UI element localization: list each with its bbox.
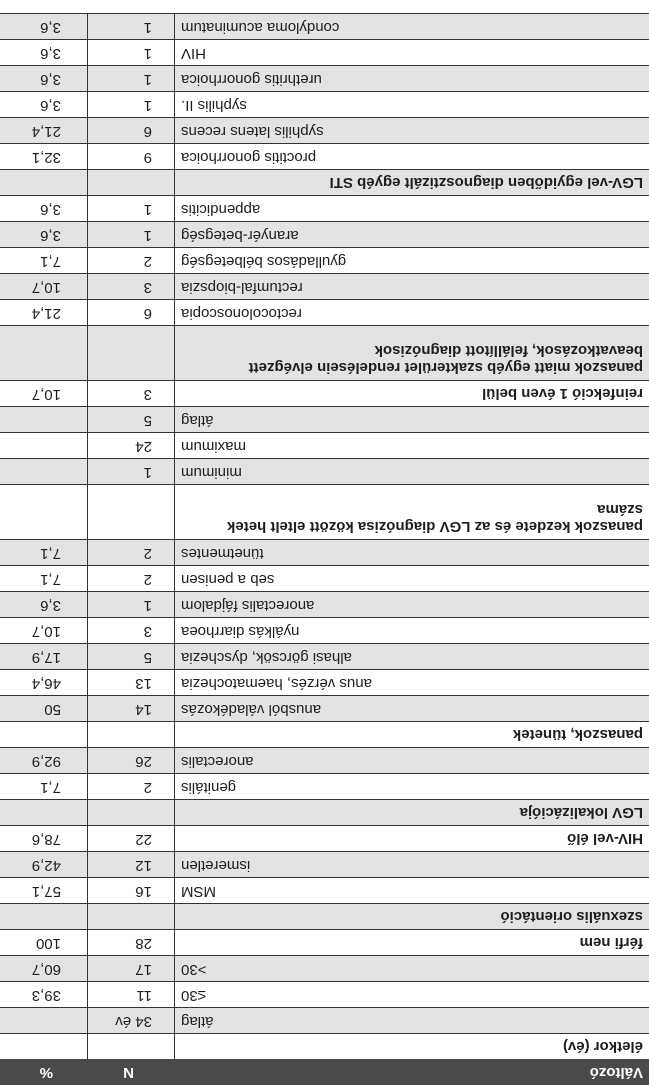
- row-n: 1: [87, 14, 174, 39]
- row-label: seb a penisen: [174, 566, 649, 591]
- row-pct: 10,7: [31, 385, 61, 403]
- row-label: minimum: [174, 459, 649, 484]
- row-n: [87, 722, 174, 747]
- table-row: [0, 981, 649, 1007]
- table-row: [0, 325, 649, 380]
- row-label: panaszok, tünetek: [174, 722, 649, 747]
- table-row: [0, 929, 649, 955]
- row-n: 5: [87, 644, 174, 669]
- row-label: átlag: [174, 407, 649, 432]
- row-n: [87, 800, 174, 825]
- row-n: 3: [87, 618, 174, 643]
- row-pct: [0, 407, 87, 432]
- row-n: 3: [87, 381, 174, 406]
- table-row: [0, 643, 649, 669]
- row-label: anus vérzés, haematochezia: [174, 670, 649, 695]
- row-label: tünetmentes: [174, 540, 649, 565]
- row-label: reinfekció 1 éven belül: [174, 381, 649, 406]
- row-pct: 7,1: [40, 252, 61, 270]
- row-pct: 17,9: [31, 648, 61, 666]
- row-n: 1: [87, 196, 174, 221]
- row-n: 6: [87, 300, 174, 325]
- row-pct: 7,1: [40, 778, 61, 796]
- table-row: [0, 539, 649, 565]
- table-row: [0, 721, 649, 747]
- row-n: 34 év: [87, 1008, 174, 1033]
- row-pct: 78,6: [31, 830, 61, 848]
- row-n: [87, 1034, 174, 1059]
- row-pct: 21,4: [31, 304, 61, 322]
- row-pct: 10,7: [31, 278, 61, 296]
- row-pct: 3,6: [40, 18, 61, 36]
- table-row: [0, 91, 649, 117]
- row-label: ismeretlen: [174, 852, 649, 877]
- row-label: panaszok miatt egyéb szakterület rendelésein elvégzett beavatkozások, felállított diagnózisok: [174, 326, 649, 380]
- table-row: [0, 299, 649, 325]
- row-pct: [0, 904, 87, 929]
- header-n: N: [123, 1064, 134, 1082]
- table-row: [0, 432, 649, 458]
- row-n: 1: [87, 592, 174, 617]
- table-row: [0, 13, 649, 39]
- table-row: [0, 955, 649, 981]
- row-label: appendicitis: [174, 196, 649, 221]
- table-row: [0, 1033, 649, 1059]
- table-row: [0, 799, 649, 825]
- row-pct: [0, 485, 87, 539]
- row-pct: [0, 326, 87, 380]
- header-pct: %: [39, 1064, 53, 1082]
- row-n: 26: [87, 748, 174, 773]
- header-label: Változó: [589, 1064, 643, 1082]
- row-pct: 3,6: [40, 226, 61, 244]
- row-n: 1: [87, 222, 174, 247]
- row-n: 1: [87, 40, 174, 65]
- row-label: rectumfal-biopszia: [174, 274, 649, 299]
- table-row: [0, 773, 649, 799]
- row-n: 3: [87, 274, 174, 299]
- table-row: [0, 825, 649, 851]
- row-label: LGV-vel egyidőben diagnosztizált egyéb STI: [174, 170, 649, 195]
- row-label: anorectalis fájdalom: [174, 592, 649, 617]
- table-row: [0, 591, 649, 617]
- row-pct: 57,1: [31, 882, 61, 900]
- row-label: urethritis gonorrhoica: [174, 66, 649, 91]
- row-label: syphilis II.: [174, 92, 649, 117]
- row-label: >30: [174, 956, 649, 981]
- row-n: 2: [87, 540, 174, 565]
- row-label: gyulladásos bélbetegség: [174, 248, 649, 273]
- table-row: [0, 903, 649, 929]
- table-row: [0, 195, 649, 221]
- row-label: MSM: [174, 878, 649, 903]
- row-label: HIV: [174, 40, 649, 65]
- table-header: [0, 1059, 649, 1085]
- row-pct: 3,6: [40, 596, 61, 614]
- table-row: [0, 39, 649, 65]
- table-row: [0, 247, 649, 273]
- row-label: alhasi görcsök, dyschezia: [174, 644, 649, 669]
- row-label: aranyér-betegség: [174, 222, 649, 247]
- row-label: LGV lokalizációja: [174, 800, 649, 825]
- row-n: 16: [87, 878, 174, 903]
- table-row: [0, 65, 649, 91]
- row-pct: 10,7: [31, 622, 61, 640]
- row-pct: [0, 459, 87, 484]
- table-row: [0, 877, 649, 903]
- table-body: [0, 13, 649, 1059]
- table-row: [0, 747, 649, 773]
- row-pct: [0, 433, 87, 458]
- table-row: [0, 851, 649, 877]
- row-n: 1: [87, 66, 174, 91]
- table-row: [0, 169, 649, 195]
- row-pct: 60,7: [31, 960, 61, 978]
- row-pct: [0, 800, 87, 825]
- table-row: [0, 143, 649, 169]
- row-label: férfi nem: [174, 930, 649, 955]
- row-n: [87, 485, 174, 539]
- row-n: 1: [87, 459, 174, 484]
- table-row: [0, 380, 649, 406]
- table-row: [0, 669, 649, 695]
- row-label: átlag: [174, 1008, 649, 1033]
- row-pct: 3,6: [40, 70, 61, 88]
- table-row: [0, 1007, 649, 1033]
- row-n: 9: [87, 144, 174, 169]
- row-pct: 39,3: [31, 986, 61, 1004]
- row-pct: 3,6: [40, 96, 61, 114]
- row-pct: 3,6: [40, 44, 61, 62]
- table-row: [0, 273, 649, 299]
- row-label: anorectalis: [174, 748, 649, 773]
- table-row: [0, 565, 649, 591]
- row-pct: 42,9: [31, 856, 61, 874]
- row-n: 24: [87, 433, 174, 458]
- row-pct: [0, 1008, 87, 1033]
- table-row: [0, 484, 649, 539]
- row-n: 28: [87, 930, 174, 955]
- row-label: szexuális orientáció: [174, 904, 649, 929]
- row-n: 1: [87, 92, 174, 117]
- row-label: HIV-vel élő: [174, 826, 649, 851]
- row-pct: 3,6: [40, 200, 61, 218]
- row-pct: [0, 1034, 87, 1059]
- table-row: [0, 617, 649, 643]
- row-label: ≤30: [174, 982, 649, 1007]
- row-n: 12: [87, 852, 174, 877]
- row-n: 5: [87, 407, 174, 432]
- row-label: genitális: [174, 774, 649, 799]
- row-n: [87, 170, 174, 195]
- row-n: [87, 904, 174, 929]
- row-pct: [0, 722, 87, 747]
- row-label: proctitis gonorrhoica: [174, 144, 649, 169]
- row-n: 14: [87, 696, 174, 721]
- data-table: [0, 13, 649, 1085]
- row-n: 11: [87, 982, 174, 1007]
- row-label: syphilis latens recens: [174, 118, 649, 143]
- row-pct: 100: [35, 934, 61, 952]
- row-pct: 46,4: [31, 674, 61, 692]
- row-pct: 32,1: [31, 148, 61, 166]
- row-n: 17: [87, 956, 174, 981]
- row-label: nyálkás diarrhoea: [174, 618, 649, 643]
- row-label: rectocolonoscopia: [174, 300, 649, 325]
- row-label: életkor (év): [174, 1034, 649, 1059]
- row-label: condyloma acuminatum: [174, 14, 649, 39]
- row-pct: 7,1: [40, 570, 61, 588]
- row-label: panaszok kezdete és az LGV diagnózisa között eltelt hetek száma: [174, 485, 649, 539]
- row-label: maximum: [174, 433, 649, 458]
- table-row: [0, 406, 649, 432]
- row-pct: [0, 170, 87, 195]
- row-n: 13: [87, 670, 174, 695]
- table-row: [0, 695, 649, 721]
- row-n: 2: [87, 774, 174, 799]
- row-n: 2: [87, 566, 174, 591]
- row-pct: 50: [44, 700, 61, 718]
- table-row: [0, 458, 649, 484]
- row-pct: 21,4: [31, 122, 61, 140]
- row-pct: 7,1: [40, 544, 61, 562]
- table-row: [0, 221, 649, 247]
- row-n: 6: [87, 118, 174, 143]
- row-label: anusból váladékozás: [174, 696, 649, 721]
- row-pct: 92,9: [31, 752, 61, 770]
- row-n: 2: [87, 248, 174, 273]
- row-n: 22: [87, 826, 174, 851]
- row-n: [87, 326, 174, 380]
- table-row: [0, 117, 649, 143]
